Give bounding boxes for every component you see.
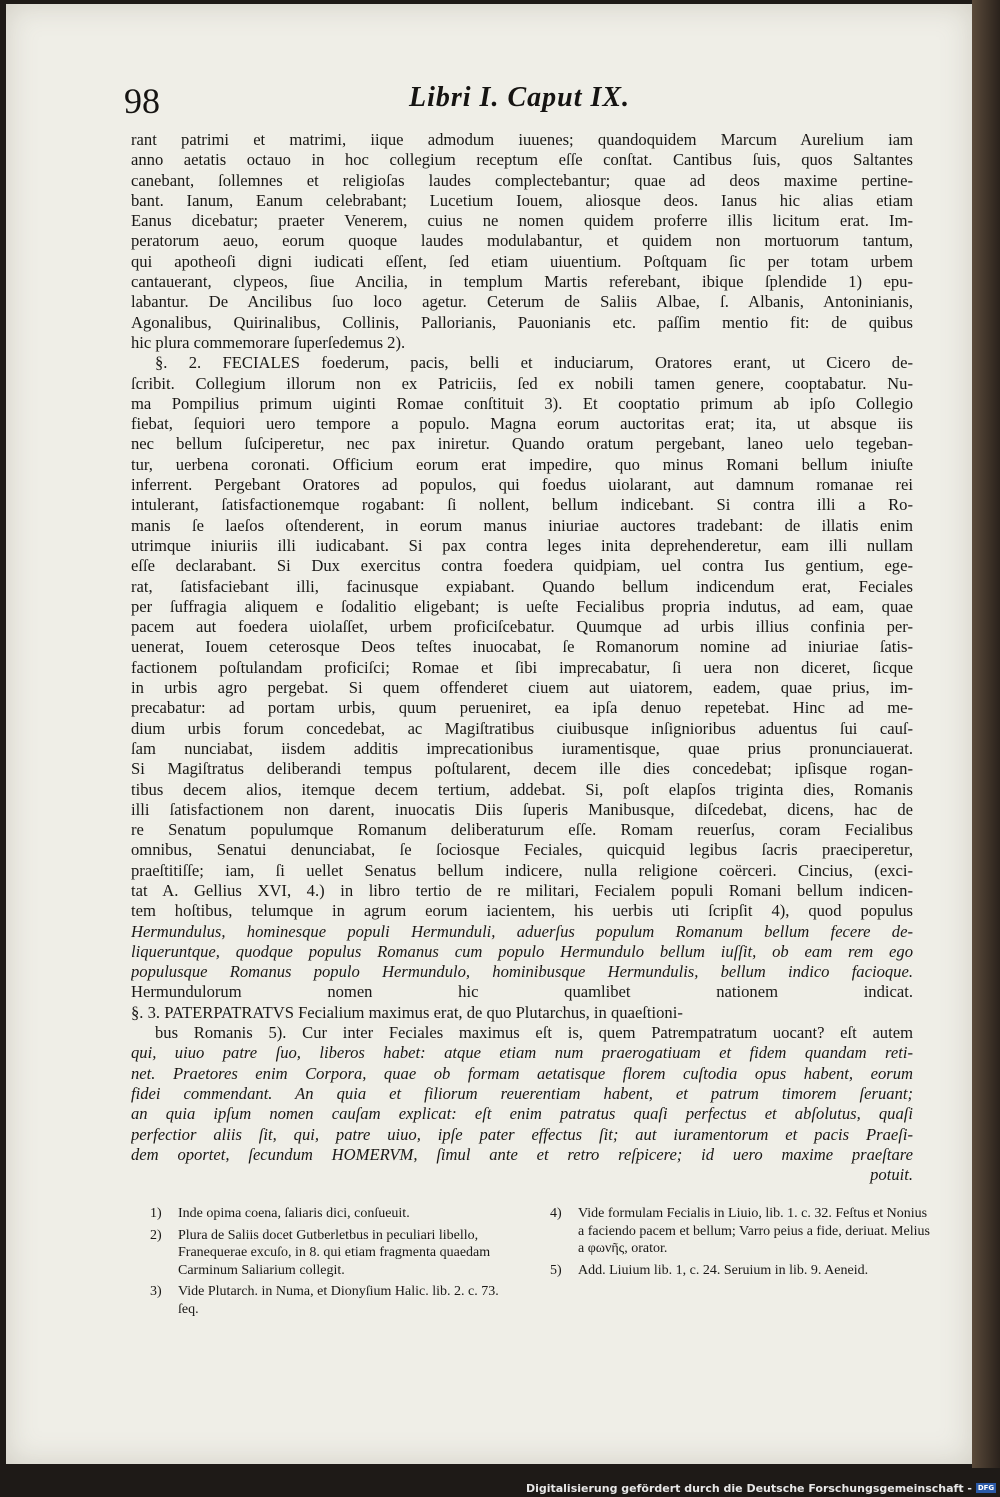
text-line: Eanus dicebatur; praeter Venerem, cuius ne nomen quidem proferre illis licitum erat. Im- xyxy=(131,211,913,231)
text-line: anno aetatis octauo in hoc collegium receptum eſſe conſtat. Cantibus ſuis, quos Saltantes xyxy=(131,150,913,170)
text-line: tat A. Gellius XVI, 4.) in libro tertio de re militari, Fecialem populi Romani bellum indicen- xyxy=(131,880,913,900)
text-line: re Senatum populumque Romanum deliberaturum eſſe. Romam reuerſus, coram Fecialibus xyxy=(131,820,913,840)
text-line: an quia ipſum nomen cauſam explicat: eſt enim patratus quaſi perfectus et abſolutus, quaſi xyxy=(131,1104,913,1124)
text-line: dem oportet, ſecundum HOMERVM, ſimul ante et retro reſpicere; id uero maxime praeſtare xyxy=(131,1144,913,1164)
text-line: dium urbis forum concedebat, ac Magiſtratibus ciuibusque inſignioribus aduentus ſui cauſ- xyxy=(131,718,913,738)
text-line: praeſtitiſſe; iam, ſi uellet Senatus bellum indicere, nulla religione coërceri. Cincius, (exci- xyxy=(131,860,913,880)
text-line: net. Praetores enim Corpora, quae ob formam aetatisque florem cuſtodia opus habent, eorum xyxy=(131,1063,913,1083)
page-edge xyxy=(972,0,1000,1468)
text-line: Si Magiſtratus deliberandi tempus poſtularent, decem ille dies concedebat; ipſisque rogan- xyxy=(131,759,913,779)
text-line: factionem poſtulandam proficiſci; Romae et ſibi imprecabatur, ſi uera non diceret, ſicque xyxy=(131,657,913,677)
text-line: nec bellum ſuſciperetur, nec pax iniretur. Quando oratum pergebant, laneo uelo tegeban- xyxy=(131,434,913,454)
text-line: potuit. xyxy=(870,1165,913,1185)
text-line: canebant, ſollemnes et religioſas laudes complectebantur; quae ad deos maxime pertine- xyxy=(131,170,913,190)
footnote-text: Plura de Saliis docet Gutberletbus in peculiari libello, Franequerae excuſo, in 8. qui etiam fragmenta quaedam Carminum Saliarium collegit. xyxy=(178,1227,491,1278)
text-line: ſcribit. Collegium illorum non ex Patriciis, ſed ex nobili tamen genere, cooptabatur. Nu- xyxy=(131,373,913,393)
text-line: manis ſe laeſos oſtenderent, in eorum manus iniuriae auctores tradebant: de illatis enim xyxy=(131,515,913,535)
footnote-number: 4) xyxy=(550,1206,562,1221)
text-line: qui apotheoſi digni iudicati eſſent, ſed etiam uiuentium. Poſtquam ſic per totam urbem xyxy=(131,251,913,271)
text-line: §. 3. PATERPATRATVS Fecialium maximus erat, de quo Plutarchus, in quaeſtioni- xyxy=(131,1002,683,1022)
text-line: inferrent. Pergebant Oratores ad populos, qui foedus uiolarant, aut damnum romanae rei xyxy=(131,475,913,495)
text-line: illi ſatisfactionem non darent, inuocatis Diis ſuperis Manibusque, diſcedebat, dicens, hac de xyxy=(131,799,913,819)
text-line: tibus decem alios, itemque decem tertium, addebat. Si, poſt elapſos triginta dies, Romanis xyxy=(131,779,913,799)
footnote xyxy=(150,1205,520,1223)
text-line: intulerant, ſatisfactionemque rogabant: ſi nollent, bellum indicebant. Si contra illi a Ro- xyxy=(131,495,913,515)
text-line: populusque Romanus populo Hermundulo, hominibusque Hermundulis, bellum indico facioque. xyxy=(131,962,913,982)
footnote-number: 5) xyxy=(550,1262,562,1278)
footnotes-left-column xyxy=(150,1205,520,1322)
text-line: per ſuffragia aliquem e ſodalitio eligebant; is ueſte Fecialibus propria indutus, ad eam, quae xyxy=(131,596,913,616)
text-line: §. 2. FECIALES foederum, pacis, belli et induciarum, Oratores erant, ut Cicero de- xyxy=(155,353,913,373)
footnote-number: 1) xyxy=(150,1206,162,1221)
text-line: labantur. De Ancilibus ſuo loco agetur. Ceterum de Saliis Albae, ſ. Albanis, Antoninianis, xyxy=(131,292,913,312)
text-line: eſſe declarabant. Si Dux exercitus contra foedera quidpiam, uel contra Ius gentium, ege- xyxy=(131,556,913,576)
footnote-text: Vide formulam Fecialis in Liuio, lib. 1. c. 32. Feſtus et Nonius a faciendo pacem et bellum; Varro peius a fide, deriuat. Melius a φωνῆς, orator. xyxy=(578,1206,930,1256)
text-line: cantauerant, clypeos, ſiue Ancilia, in templum Martis referebant, ibique ſplendide 1) epu- xyxy=(131,272,913,292)
text-line: uenerat, Iouem ceterosque Deos teſtes inuocabat, ſe Romanorum nomine ad iniuriae ſatis- xyxy=(131,637,913,657)
running-head: Libri I. Caput IX. xyxy=(409,82,631,113)
footnote xyxy=(150,1283,520,1318)
text-line: Hermundulus, hominesque populi Hermunduli, aduerſus populum Romanum bellum fecere de- xyxy=(131,921,913,941)
body-text xyxy=(131,130,913,1185)
text-line: tem hoſtibus, telumque in agrum eorum iacientem, his uerbis uti ſcripſit 4), quod populus xyxy=(131,901,913,921)
text-line: fidei commendant. An quia et filiorum reuerentiam habent, et patrum timorem ſeruant; xyxy=(131,1083,913,1103)
text-line: ma Pompilius primum uiginti Romae conſtituit 3). Et cooptatio primum ab ipſo Collegio xyxy=(131,393,913,413)
text-line: tur, uerbena coronati. Officium eorum erat impedire, quo minus Romani bellum iniuſte xyxy=(131,454,913,474)
text-line: omnibus, Senatui denunciabat, ſe ſociosque Feciales, quicquid legibus ſacris praeciperetur, xyxy=(131,840,913,860)
footnote-number: 2) xyxy=(150,1227,162,1243)
text-line: rant patrimi et matrimi, iique admodum iuuenes; quandoquidem Marcum Aurelium iam xyxy=(131,130,913,149)
text-line: hic plura commemorare ſuperſedemus 2). xyxy=(131,332,406,352)
footnote xyxy=(550,1205,930,1258)
text-line: Agonalibus, Quirinalibus, Collinis, Pallorianis, Pauonianis etc. paſſim mentio fit: de quibus xyxy=(131,312,913,332)
footnote xyxy=(550,1262,930,1280)
text-line: rat, ſatisfaciebant illi, facinusque expiabant. Quando bellum indicendum erat, Feciales xyxy=(131,576,913,596)
text-line: fiebat, ſequiori uero tempore a populo. Magna eorum auctoritas erat; ita, ut absque iis xyxy=(131,414,913,434)
text-line: bus Romanis 5). Cur inter Feciales maximus eſt is, quem Patrempatratum uocant? eſt autem xyxy=(155,1023,913,1043)
text-line: liqueruntque, quodque populus Romanus cum populo Hermundulo bellum iuſſit, ob eam rem ego xyxy=(131,941,913,961)
footnote-text: Add. Liuium lib. 1, c. 24. Seruium in lib. 9. Aeneid. xyxy=(578,1262,869,1278)
footnote-number: 3) xyxy=(150,1284,162,1299)
text-line: Hermundulorum nomen hic quamlibet nationem indicat. xyxy=(131,982,913,1002)
text-line: in urbis agro pergebat. Si quem offenderet ciuem aut uiatorem, eadem, quae prius, im- xyxy=(131,678,913,698)
footnote-text: Inde opima coena, ſaliaris dici, conſueuit. xyxy=(178,1206,410,1221)
text-line: utrimque iniuriis illi iudicabant. Si pax contra leges inita deprehenderetur, eam illi nullam xyxy=(131,535,913,555)
digitization-credit: Digitalisierung gefördert durch die Deutsche Forschungsgemeinschaft - xyxy=(525,1482,972,1495)
footnote-text: Vide Plutarch. in Numa, et Dionyſium Halic. lib. 2. c. 73. ſeq. xyxy=(178,1284,499,1317)
text-line: precabatur: ad portam urbis, quum perueniret, ea ipſa denuo repetebat. Hinc ad me- xyxy=(131,698,913,718)
page-header xyxy=(124,80,944,126)
text-line: pacem aut foedera uiolaſſet, urbem proficiſcebatur. Quumque ad urbis illius confinia per- xyxy=(131,617,913,637)
footnote xyxy=(150,1227,520,1280)
text-line: perfectior aliis ſit, qui, patre uiuo, ipſe pater effectus ſit; aut iuramentorum et pacis Praeſi- xyxy=(131,1124,913,1144)
page-number: 98 xyxy=(124,81,160,121)
text-line: peratorum aeuo, eorum quoque laudes modulabantur, et quidem non mortuorum tantum, xyxy=(131,231,913,251)
text-line: ſam nunciabat, iisdem additis imprecationibus iuramentisque, quae prius pronunciauerat. xyxy=(131,738,913,758)
dfg-logo: DFG xyxy=(977,1484,995,1492)
footnotes-right-column xyxy=(550,1205,930,1283)
text-line: qui, uiuo patre ſuo, liberos habet: atque etiam num praerogatiuam et fidem quandam reti- xyxy=(131,1043,913,1063)
text-line: bant. Ianum, Eanum celebrabant; Lucetium Iouem, aliosque deos. Ianus hic alias etiam xyxy=(131,190,913,210)
